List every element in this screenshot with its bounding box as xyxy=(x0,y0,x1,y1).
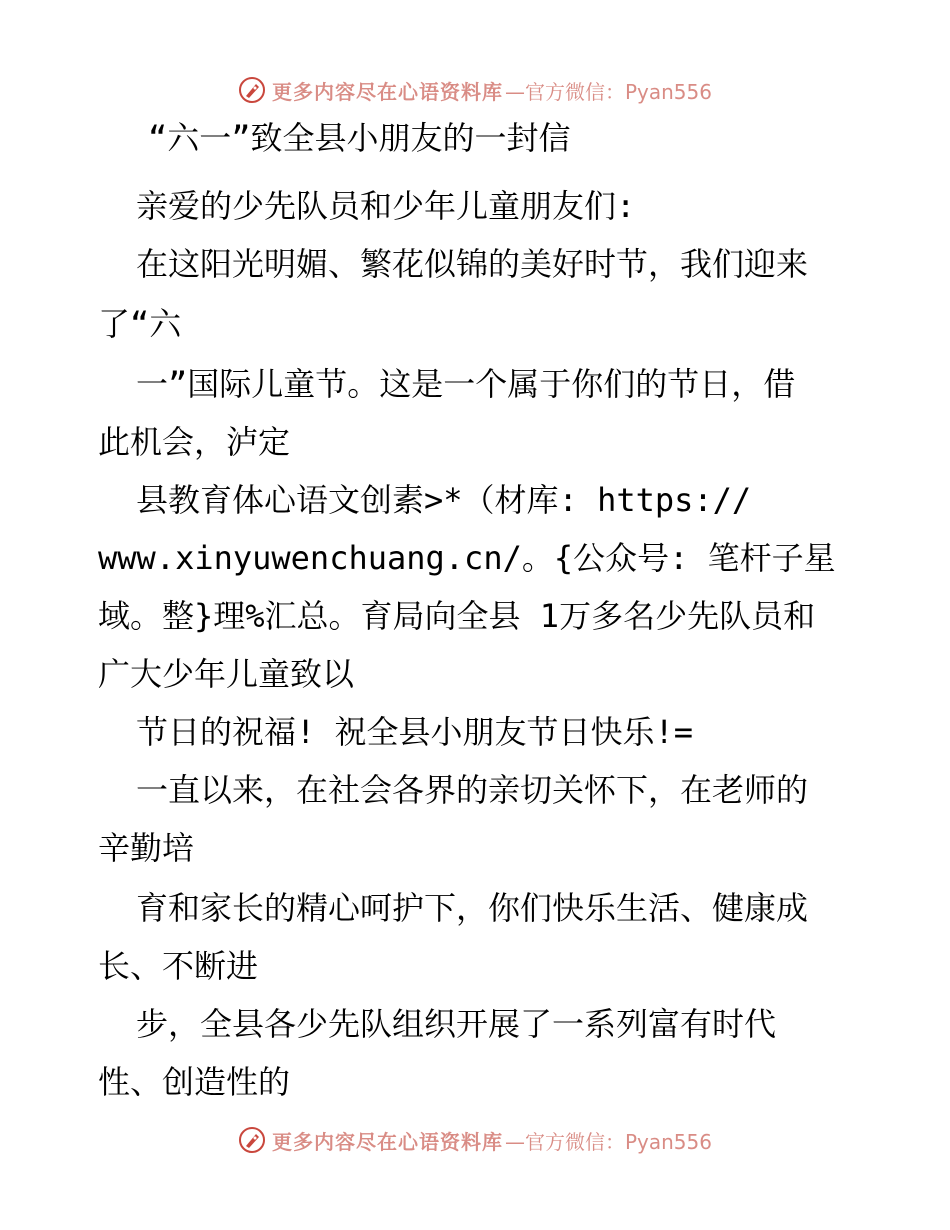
paragraph-line: 在这阳光明媚、繁花似锦的美好时节，我们迎来 xyxy=(136,245,809,283)
paragraph-line: www.xinyuwenchuang.cn/。{公众号: 笔杆子星 xyxy=(98,539,836,577)
paragraph-line: 域。整}理%汇总。育局向全县 1万多名少先队员和 xyxy=(98,597,816,635)
pen-nib-logo-icon xyxy=(238,76,266,104)
paragraph-line: 县教育体心语文创素>*（材库: https:// xyxy=(136,481,752,519)
paragraph-line: 此机会，泸定 xyxy=(98,423,291,461)
paragraph-line: 一”国际儿童节。这是一个属于你们的节日，借 xyxy=(136,365,796,403)
header-banner xyxy=(0,70,950,110)
banner-main-text: 更多内容尽在心语资料库 xyxy=(271,1129,503,1154)
paragraph-line: 辛勤培 xyxy=(98,829,195,867)
paragraph-line: 长、不断进 xyxy=(98,947,259,985)
paragraph-line: 育和家长的精心呵护下，你们快乐生活、健康成 xyxy=(136,889,809,927)
paragraph-line: 步，全县各少先队组织开展了一系列富有时代 xyxy=(136,1005,777,1043)
paragraph-line: 节日的祝福! 祝全县小朋友节日快乐!= xyxy=(136,713,694,751)
paragraph-line: 广大少年儿童致以 xyxy=(98,655,355,693)
paragraph-line: 了“六 xyxy=(98,305,182,343)
salutation: 亲爱的少先队员和少年儿童朋友们: xyxy=(136,187,636,225)
footer-banner xyxy=(0,1120,950,1160)
paragraph-line: 一直以来，在社会各界的亲切关怀下，在老师的 xyxy=(136,771,809,809)
banner-sub-text: —官方微信：Pyan556 xyxy=(504,79,712,104)
document-title: “六一”致全县小朋友的一封信 xyxy=(148,119,571,157)
pen-nib-logo-icon xyxy=(238,1126,266,1154)
paragraph-line: 性、创造性的 xyxy=(98,1063,291,1101)
banner-sub-text: —官方微信：Pyan556 xyxy=(504,1129,712,1154)
banner-main-text: 更多内容尽在心语资料库 xyxy=(271,79,503,104)
